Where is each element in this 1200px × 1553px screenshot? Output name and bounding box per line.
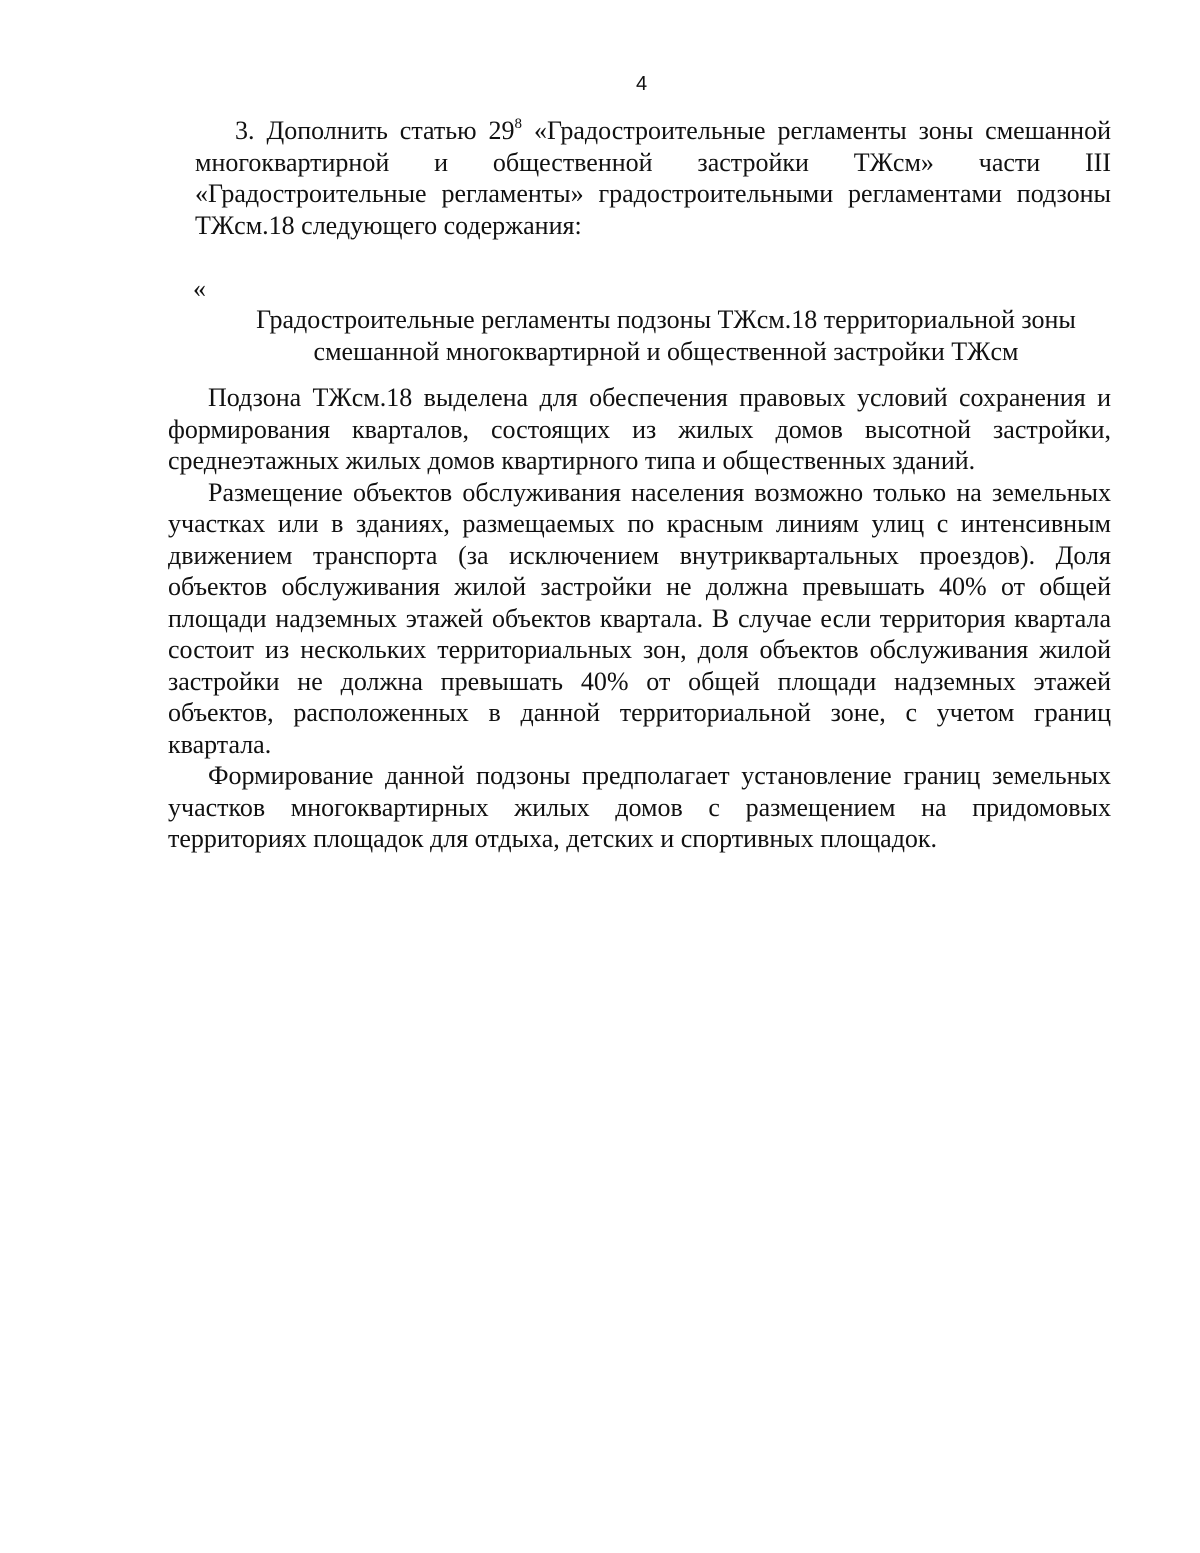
regulations-title-line-2: смешанной многоквартирной и общественной застройки ТЖсм <box>313 336 1019 366</box>
regulations-title <box>195 304 1137 367</box>
amendment-paragraph <box>195 115 1111 241</box>
body-paragraph-purpose: Подзона ТЖсм.18 выделена для обеспечения правовых условий сохранения и формирования кварталов, состоящих из жилых домов высотной застройки, среднеэтажных жилых домов квартирного типа и общественных зданий. <box>168 383 1111 475</box>
body-paragraph-formation: Формирование данной подзоны предполагает установление границ земельных участков многоквартирных жилых домов с размещением на придомовых территориях площадок для отдыха, детских и спортивных площадок. <box>168 761 1111 853</box>
page-number: 4 <box>635 73 648 95</box>
amendment-text-end: «Градостроительные регламенты зоны смешанной многоквартирной и общественной застройки ТЖсм» части III «Градостроительные регламенты» градостроительными регламентами подзоны ТЖсм.18 следующего содержания: <box>195 116 1111 240</box>
article-superscript: 8 <box>514 116 522 132</box>
opening-quote-mark: « <box>193 274 206 303</box>
regulations-title-line-1: Градостроительные регламенты подзоны ТЖсм.18 территориальной зоны <box>256 305 1076 334</box>
amendment-text-start: 3. Дополнить статью 29 <box>235 116 515 145</box>
body-paragraph-service-objects: Размещение объектов обслуживания населения возможно только на земельных участках или в зданиях, размещаемых по красным линиям улиц с интенсивным движением транспорта (за исключением внутриквартальных проездов). Доля объектов обслуживания жилой застройки не должна превышать 40% от общей площади надземных этажей объектов квартала. В случае если территория квартала состоит из нескольких территориальных зон, доля объектов обслуживания жилой застройки не должна превышать 40% от общей площади надземных этажей объектов, расположенных в данной территориальной зоне, с учетом границ квартала. <box>168 477 1111 759</box>
regulations-body <box>168 382 1111 855</box>
